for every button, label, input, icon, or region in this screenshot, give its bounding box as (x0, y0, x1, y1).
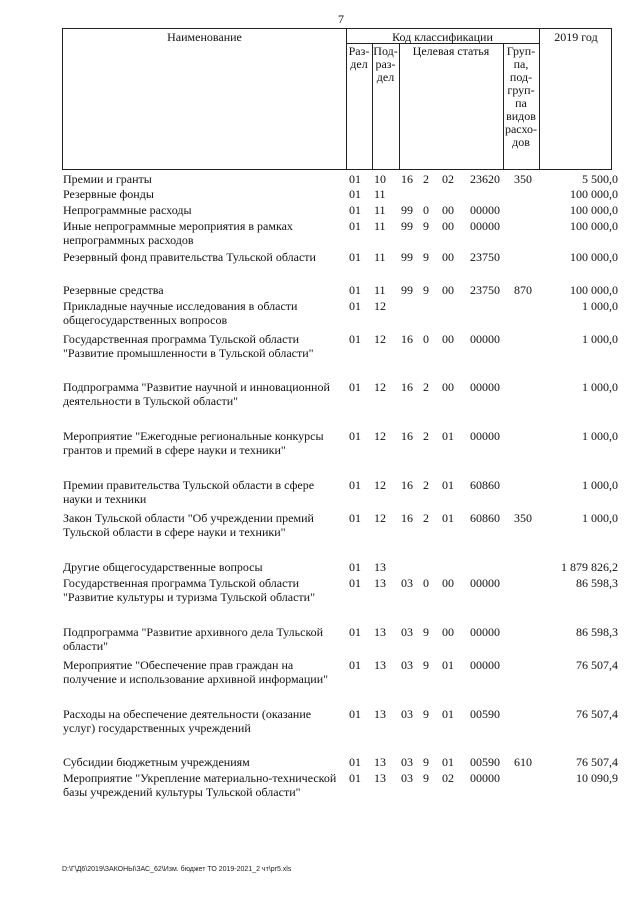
row-razdel: 01 (349, 478, 361, 492)
row-direction: 23750 (470, 250, 500, 264)
row-amount: 76 507,4 (576, 755, 618, 769)
row-name: Премии и гранты (63, 172, 152, 186)
row-amount: 1 000,0 (582, 429, 618, 443)
header-year: 2019 год (554, 30, 598, 44)
row-podrazdel: 11 (374, 187, 386, 201)
row-direction: 23620 (470, 172, 500, 186)
row-amount: 1 000,0 (582, 332, 618, 346)
row-subprogram: 9 (423, 658, 429, 672)
row-amount: 100 000,0 (570, 203, 618, 217)
row-program: 16 (401, 172, 413, 186)
row-podrazdel: 11 (374, 219, 386, 233)
row-amount: 100 000,0 (570, 250, 618, 264)
row-podrazdel: 13 (374, 576, 386, 590)
row-name: Другие общегосударственные вопросы (63, 560, 263, 574)
row-name: Резервный фонд правительства Тульской области (63, 250, 316, 264)
row-razdel: 01 (349, 625, 361, 639)
row-razdel: 01 (349, 299, 361, 313)
row-program: 03 (401, 771, 413, 785)
row-event: 00 (442, 250, 454, 264)
row-event: 01 (442, 755, 454, 769)
header-celevaya: Целевая статья (412, 44, 490, 58)
row-podrazdel: 12 (374, 380, 386, 394)
row-direction: 00000 (470, 203, 500, 217)
row-razdel: 01 (349, 755, 361, 769)
row-subprogram: 9 (423, 250, 429, 264)
row-razdel: 01 (349, 429, 361, 443)
row-direction: 60860 (470, 511, 500, 525)
row-name: Мероприятие "Укрепление материально-технической базы учреждений культуры Тульской области" (63, 771, 337, 799)
row-program: 16 (401, 332, 413, 346)
row-razdel: 01 (349, 250, 361, 264)
row-name: Государственная программа Тульской области "Развитие промышленности в Тульской области" (63, 332, 314, 360)
row-event: 01 (442, 511, 454, 525)
row-direction: 00000 (470, 380, 500, 394)
row-amount: 1 000,0 (582, 380, 618, 394)
row-subprogram: 9 (423, 625, 429, 639)
row-subprogram: 9 (423, 283, 429, 297)
row-subprogram: 0 (423, 332, 429, 346)
row-razdel: 01 (349, 380, 361, 394)
row-amount: 1 879 826,2 (561, 560, 618, 574)
row-subprogram: 2 (423, 172, 429, 186)
row-direction: 00000 (470, 576, 500, 590)
row-program: 99 (401, 283, 413, 297)
row-podrazdel: 13 (374, 755, 386, 769)
row-name: Непрограммные расходы (63, 203, 192, 217)
row-amount: 100 000,0 (570, 219, 618, 233)
row-podrazdel: 11 (374, 250, 386, 264)
divider (539, 29, 540, 169)
row-razdel: 01 (349, 172, 361, 186)
row-podrazdel: 12 (374, 299, 386, 313)
row-event: 01 (442, 429, 454, 443)
row-name: Государственная программа Тульской области "Развитие культуры и туризма Тульской области" (63, 576, 315, 604)
row-subprogram: 2 (423, 380, 429, 394)
row-program: 16 (401, 478, 413, 492)
row-name: Премии правительства Тульской области в сфере науки и техники (63, 478, 315, 506)
row-name: Подпрограмма "Развитие научной и инновационной деятельности в Тульской области" (63, 380, 330, 408)
row-podrazdel: 13 (374, 658, 386, 672)
row-program: 03 (401, 625, 413, 639)
row-group: 610 (514, 755, 532, 769)
row-program: 03 (401, 658, 413, 672)
row-group: 350 (514, 172, 532, 186)
row-program: 16 (401, 429, 413, 443)
row-event: 00 (442, 203, 454, 217)
row-group: 870 (514, 283, 532, 297)
row-razdel: 01 (349, 707, 361, 721)
row-program: 03 (401, 755, 413, 769)
row-amount: 76 507,4 (576, 658, 618, 672)
row-program: 16 (401, 511, 413, 525)
row-event: 00 (442, 625, 454, 639)
row-name: Резервные фонды (63, 187, 154, 201)
row-razdel: 01 (349, 203, 361, 217)
row-event: 00 (442, 219, 454, 233)
row-razdel: 01 (349, 219, 361, 233)
row-event: 01 (442, 658, 454, 672)
row-podrazdel: 11 (374, 283, 386, 297)
row-program: 16 (401, 380, 413, 394)
row-direction: 00000 (470, 625, 500, 639)
row-program: 99 (401, 250, 413, 264)
row-name: Расходы на обеспечение деятельности (оказание услуг) государственных учреждений (63, 707, 312, 735)
table-header (62, 28, 612, 170)
row-subprogram: 2 (423, 511, 429, 525)
row-razdel: 01 (349, 658, 361, 672)
row-razdel: 01 (349, 560, 361, 574)
header-razdel: Раз-дел (348, 44, 370, 71)
row-podrazdel: 13 (374, 625, 386, 639)
row-podrazdel: 13 (374, 771, 386, 785)
row-name: Прикладные научные исследования в области общегосударственных вопросов (63, 299, 298, 327)
row-name: Подпрограмма "Развитие архивного дела Тульской области" (63, 625, 324, 653)
row-subprogram: 9 (423, 771, 429, 785)
row-subprogram: 9 (423, 707, 429, 721)
row-razdel: 01 (349, 511, 361, 525)
divider (399, 43, 400, 169)
row-subprogram: 2 (423, 478, 429, 492)
row-direction: 00000 (470, 771, 500, 785)
row-name: Закон Тульской области "Об учреждении премий Тульской области в сфере науки и техники" (63, 511, 314, 539)
row-subprogram: 9 (423, 219, 429, 233)
row-amount: 10 090,9 (576, 771, 618, 785)
row-direction: 23750 (470, 283, 500, 297)
row-event: 00 (442, 283, 454, 297)
row-subprogram: 0 (423, 203, 429, 217)
row-direction: 60860 (470, 478, 500, 492)
row-name: Резервные средства (63, 283, 164, 297)
row-name: Мероприятие "Обеспечение прав граждан на получение и использование архивной информации" (63, 658, 329, 686)
row-event: 00 (442, 380, 454, 394)
row-group: 350 (514, 511, 532, 525)
header-podrazdel: Под-раз-дел (373, 44, 398, 84)
row-direction: 00000 (470, 429, 500, 443)
row-program: 99 (401, 219, 413, 233)
row-amount: 5 500,0 (582, 172, 618, 186)
row-event: 01 (442, 478, 454, 492)
row-amount: 1 000,0 (582, 478, 618, 492)
row-event: 01 (442, 707, 454, 721)
row-direction: 00000 (470, 332, 500, 346)
row-podrazdel: 13 (374, 560, 386, 574)
row-subprogram: 2 (423, 429, 429, 443)
row-event: 00 (442, 332, 454, 346)
row-subprogram: 0 (423, 576, 429, 590)
row-amount: 86 598,3 (576, 576, 618, 590)
row-podrazdel: 12 (374, 511, 386, 525)
header-gruppa: Груп-па, под-груп-па видов расхо-дов (504, 44, 538, 149)
row-podrazdel: 12 (374, 429, 386, 443)
row-amount: 1 000,0 (582, 299, 618, 313)
row-subprogram: 9 (423, 755, 429, 769)
row-amount: 100 000,0 (570, 283, 618, 297)
row-name: Субсидии бюджетным учреждениям (63, 755, 250, 769)
row-program: 03 (401, 707, 413, 721)
row-podrazdel: 11 (374, 203, 386, 217)
row-razdel: 01 (349, 283, 361, 297)
row-podrazdel: 13 (374, 707, 386, 721)
row-razdel: 01 (349, 576, 361, 590)
row-event: 00 (442, 576, 454, 590)
file-path-footer: D:\Г\Д6\2019\ЗАКОНЫ\ЗАС_62\Изм. бюджет ТО 2019-2021_2 чт\pr5.xls (62, 866, 292, 873)
row-podrazdel: 10 (374, 172, 386, 186)
row-event: 02 (442, 771, 454, 785)
row-amount: 1 000,0 (582, 511, 618, 525)
row-direction: 00000 (470, 219, 500, 233)
row-event: 02 (442, 172, 454, 186)
row-name: Иные непрограммные мероприятия в рамках непрограммных расходов (63, 219, 293, 247)
header-name: Наименование (167, 30, 242, 44)
row-program: 03 (401, 576, 413, 590)
row-amount: 76 507,4 (576, 707, 618, 721)
row-razdel: 01 (349, 771, 361, 785)
row-amount: 86 598,3 (576, 625, 618, 639)
page-number: 7 (338, 12, 344, 26)
row-podrazdel: 12 (374, 478, 386, 492)
row-direction: 00590 (470, 707, 500, 721)
row-name: Мероприятие "Ежегодные региональные конкурсы грантов и премий в сфере науки и техники" (63, 429, 324, 457)
row-razdel: 01 (349, 187, 361, 201)
row-razdel: 01 (349, 332, 361, 346)
row-direction: 00590 (470, 755, 500, 769)
row-program: 99 (401, 203, 413, 217)
header-code: Код классификации (392, 30, 493, 44)
row-direction: 00000 (470, 658, 500, 672)
row-podrazdel: 12 (374, 332, 386, 346)
row-amount: 100 000,0 (570, 187, 618, 201)
